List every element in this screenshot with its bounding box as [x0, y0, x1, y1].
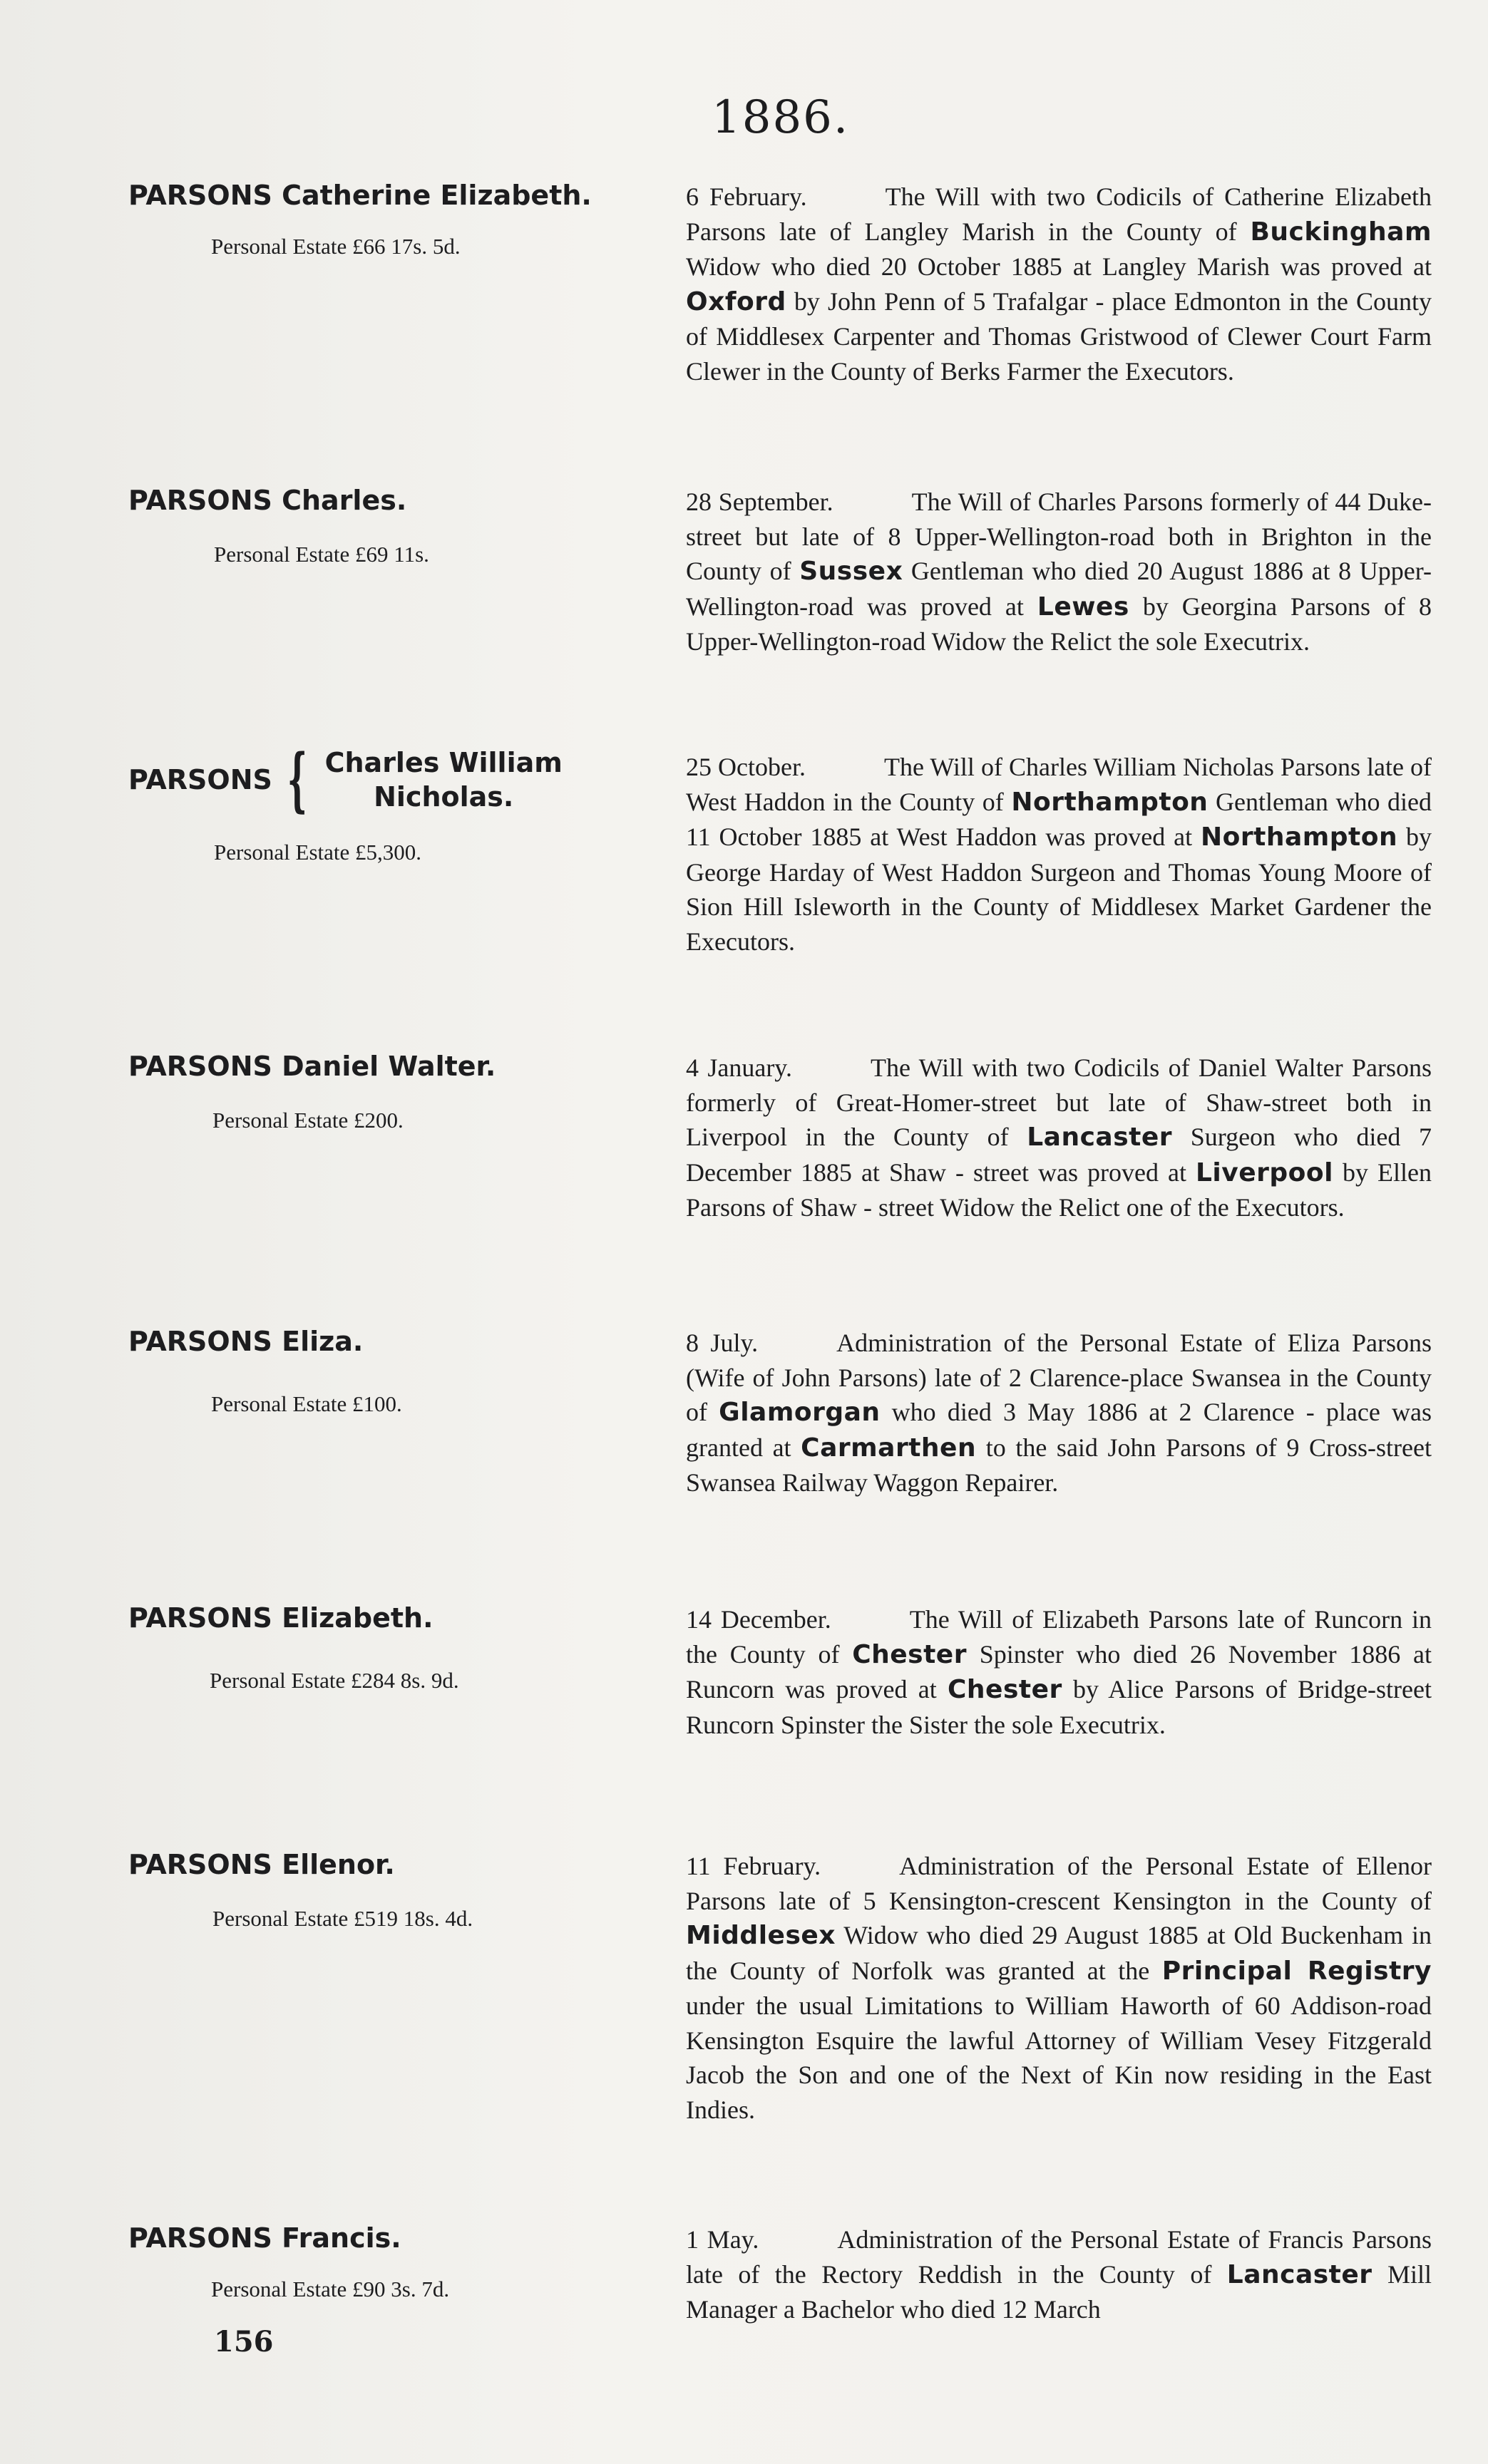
entry-text-part: Gentleman who died 11 October 1885 at West Haddon was proved at: [686, 787, 1432, 851]
entry-estate: Personal Estate £90 3s. 7d.: [211, 2277, 450, 2301]
entry-text-part: The Will with two Codicils of Daniel Walter Parsons formerly of Great-Homer-street but late of Shaw-street both in Liverpool in the County of: [686, 1053, 1432, 1151]
entry-surname: PARSONS: [128, 764, 272, 795]
entry-name: PARSONS Charles.: [128, 485, 407, 516]
entry-date: 11 February.: [686, 1852, 821, 1880]
entry-place-county: Middlesex: [686, 1921, 836, 1950]
entry-place-registry: Lewes: [1037, 592, 1129, 622]
entry-date: 25 October.: [686, 753, 806, 781]
entry-place-registry: Oxford: [686, 287, 786, 316]
entry-text-part: Mill Manager a Bachelor who died 12 March: [686, 2259, 1432, 2324]
entry-place-registry: Carmarthen: [801, 1433, 977, 1463]
entry-date: 1 May.: [686, 2225, 759, 2254]
entry-place-county: Chester: [852, 1639, 967, 1669]
entry-text-part: by Georgina Parsons of 8 Upper-Wellington-road Widow the Relict the sole Executrix.: [686, 592, 1432, 656]
entry-text: [686, 2222, 1432, 2328]
entry-text-part: The Will of Charles Parsons formerly of 44 Duke-street but late of 8 Upper-Wellington-road both in Brighton in the County of: [686, 488, 1432, 585]
entry-text-part: by John Penn of 5 Trafalgar - place Edmonton in the County of Middlesex Carpenter and Thomas Gristwood of Clewer Court Farm Clewer in the County of Berks Farmer the Executors.: [686, 287, 1432, 386]
entry-name: PARSONS Catherine Elizabeth.: [128, 180, 592, 211]
entry-place-county: Sussex: [799, 557, 903, 586]
entry-name: PARSONS Ellenor.: [128, 1849, 395, 1880]
entry-date: 28 September.: [686, 488, 833, 516]
entry-estate: Personal Estate £66 17s. 5d.: [211, 234, 461, 259]
entry-name: PARSONS Eliza.: [128, 1326, 364, 1357]
entry-text-part: by Alice Parsons of Bridge-street Runcorn Spinster the Sister the sole Executrix.: [686, 1675, 1432, 1739]
entry-place-registry: Chester: [947, 1675, 1062, 1704]
entry-date: 6 February.: [686, 182, 807, 211]
page-year: 1886.: [712, 91, 850, 144]
entry-date: 8 July.: [686, 1329, 759, 1357]
entry-text-part: Widow who died 20 October 1885 at Langley Marish was proved at: [686, 252, 1432, 281]
entry-estate: Personal Estate £519 18s. 4d.: [212, 1906, 473, 1931]
entry-text: [686, 1849, 1432, 2127]
entry-text-part: The Will of Elizabeth Parsons late of Runcorn in the County of: [686, 1605, 1432, 1669]
entry-text-part: Gentleman who died 20 August 1886 at 8 Upper-Wellington-road was proved at: [686, 557, 1432, 621]
entry-text: [686, 485, 1432, 659]
entry-name: PARSONS Francis.: [128, 2222, 401, 2254]
entry-name: PARSONS Elizabeth.: [128, 1602, 433, 1634]
entry-estate: Personal Estate £100.: [211, 1391, 402, 1416]
entry-text-part: Spinster who died 26 November 1886 at Runcorn was proved at: [686, 1639, 1432, 1703]
page-number: 156: [214, 2325, 274, 2359]
entry-date: 4 January.: [686, 1053, 792, 1082]
entry-date: 14 December.: [686, 1605, 831, 1634]
entry-text: [686, 180, 1432, 388]
entry-text-part: The Will with two Codicils of Catherine Elizabeth Parsons late of Langley Marish in the County of: [686, 182, 1432, 246]
entry-text-part: by George Harday of West Haddon Surgeon and Thomas Young Moore of Sion Hill Isleworth in the County of Middlesex Market Gardener the Executors.: [686, 823, 1432, 956]
entry-text-part: Administration of the Personal Estate of Francis Parsons late of the Rectory Reddish in the County of: [686, 2225, 1432, 2289]
entry-name: PARSONS Daniel Walter.: [128, 1051, 496, 1082]
entry-text-part: under the usual Limitations to William Haworth of 60 Addison-road Kensington Esquire the lawful Attorney of William Vesey Fitzgerald Jacob the Son and one of the Next of Kin now residing in the East Indies.: [686, 1991, 1432, 2124]
brace-glyph: {: [287, 739, 307, 820]
entry-given-names: [325, 746, 563, 814]
entry-text-part: Administration of the Personal Estate of Ellenor Parsons late of 5 Kensington-crescent Kensington in the County of: [686, 1852, 1432, 1915]
entry-estate: Personal Estate £69 11s.: [214, 542, 429, 567]
entry-place-county: Glamorgan: [719, 1398, 881, 1427]
entry-text: [686, 1602, 1432, 1742]
entry-given-line-1: Charles William: [324, 747, 563, 778]
entry-text-part: The Will of Charles William Nicholas Parsons late of West Haddon in the County of: [686, 753, 1432, 816]
entry-text-part: who died 3 May 1886 at 2 Clarence - place was granted at: [686, 1398, 1432, 1462]
entry-text: [686, 1326, 1432, 1500]
entry-text-part: to the said John Parsons of 9 Cross-street Swansea Railway Waggon Repairer.: [686, 1433, 1432, 1497]
entry-estate: Personal Estate £284 8s. 9d.: [210, 1668, 459, 1693]
entry-place-registry: Northampton: [1201, 823, 1398, 852]
entry-text-part: Widow who died 29 August 1885 at Old Buckenham in the County of Norfolk was granted at the: [686, 1921, 1432, 1985]
entry-text-part: Administration of the Personal Estate of Eliza Parsons (Wife of John Parsons) late of 2 Clarence-place Swansea in the County of: [686, 1329, 1432, 1426]
entry-estate: Personal Estate £200.: [212, 1108, 404, 1133]
entry-text-part: Surgeon who died 7 December 1885 at Shaw - street was proved at: [686, 1123, 1432, 1187]
entry-place-county: Lancaster: [1226, 2259, 1372, 2289]
entry-place-county: Lancaster: [1027, 1123, 1173, 1152]
entry-name-bracketed: [128, 739, 563, 820]
entry-text: [686, 750, 1432, 959]
entry-place-registry: Principal Registry: [1161, 1956, 1432, 1986]
entry-place-county: Buckingham: [1250, 217, 1432, 247]
entry-given-line-2: Nicholas.: [374, 781, 514, 813]
entry-text-part: by Ellen Parsons of Shaw - street Widow the Relict one of the Executors.: [686, 1158, 1432, 1222]
entry-text: [686, 1051, 1432, 1225]
entry-place-registry: Liverpool: [1195, 1158, 1333, 1187]
entry-estate: Personal Estate £5,300.: [214, 840, 422, 865]
entry-place-county: Northampton: [1011, 787, 1209, 817]
